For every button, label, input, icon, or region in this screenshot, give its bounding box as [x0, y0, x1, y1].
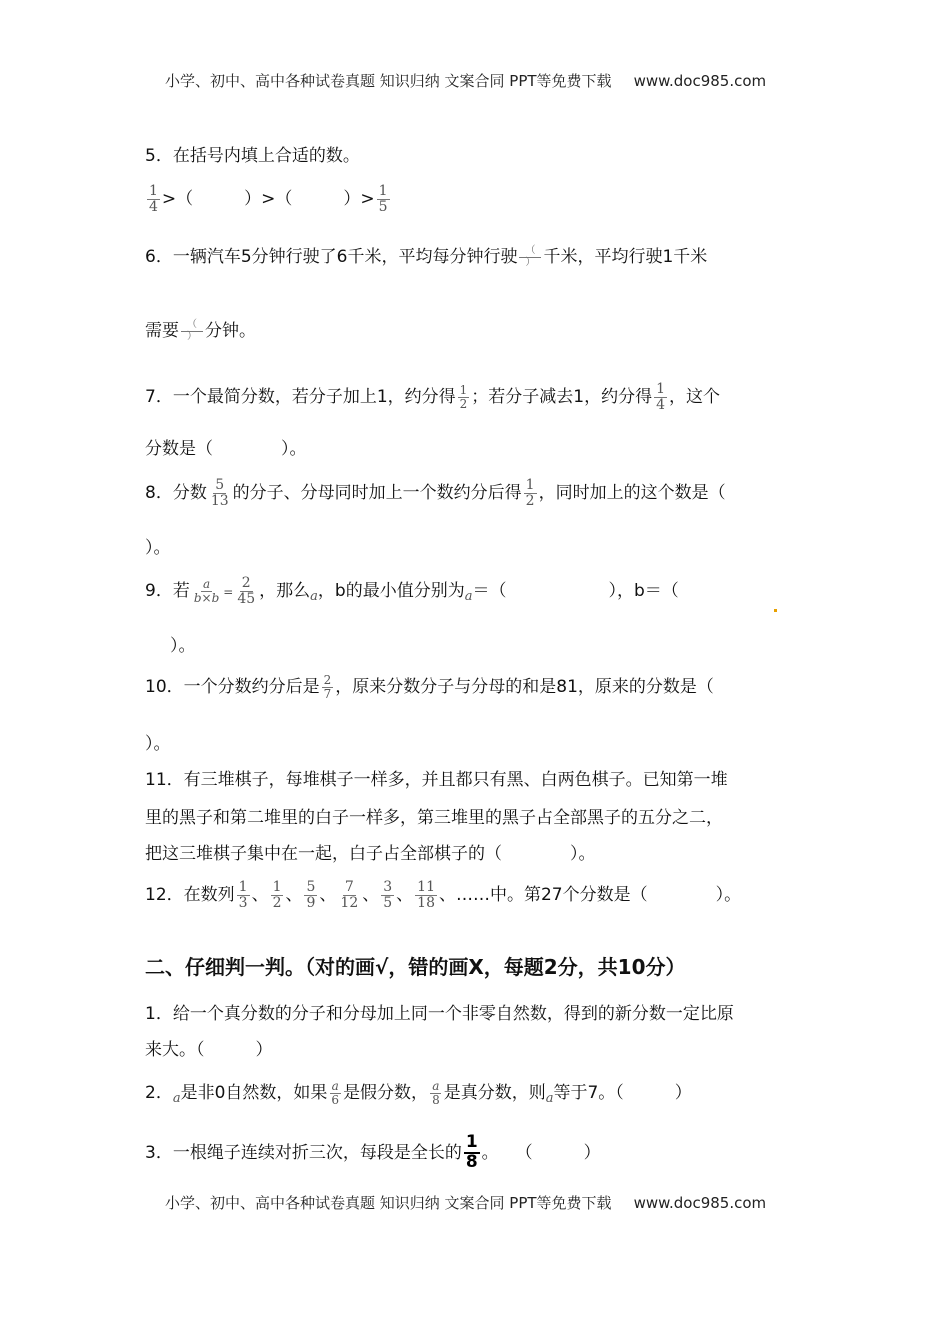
variable: a — [545, 1091, 554, 1107]
variable: a — [464, 589, 473, 605]
separator: 、 — [362, 885, 380, 906]
comparison-blanks: >（ ）>（ ）> — [161, 189, 375, 210]
question-11-line2: 里的黑子和第二堆里的白子一样多，第三堆里的黑子占全部黑子的五分之二， — [145, 808, 723, 828]
question-5-title: 5．在括号内填上合适的数。 — [145, 146, 360, 166]
fraction: $\frac{1}{4}$ — [149, 183, 158, 215]
fraction: $\frac{1}{2}$ — [459, 383, 468, 411]
question-10-line2: ）。 — [145, 734, 171, 754]
fraction: $\frac{5}{13}$ — [210, 477, 229, 509]
header-text: 小学、初中、高中各种试卷真题 知识归纳 文案合同 PPT等免费下载 — [165, 72, 612, 90]
question-8-line1: 8．分数 $\frac{5}{13}$ 的分子、分母同时加上一个数约分后得 $\frac{1}{2}$ ，同时加上的这个数是（ — [145, 477, 726, 509]
question-8-line2: ）。 — [145, 538, 171, 558]
fraction: $\frac{a}{8}$ — [432, 1079, 440, 1107]
question-11-line1: 11．有三堆棋子，每堆棋子一样多，并且都只有黑、白两色棋子。已知第一堆 — [145, 770, 728, 790]
fraction: $\frac{7}{12}$ — [340, 879, 359, 911]
blank-fraction: $\frac{(}{)}$ — [181, 320, 203, 342]
page-footer — [165, 1192, 766, 1213]
fraction: $\frac{1}{2}$ — [272, 879, 282, 911]
variable: a — [172, 1091, 181, 1107]
footer-site: www.doc985.com — [633, 1194, 767, 1212]
fraction: $\frac{11}{18}$ — [417, 879, 435, 911]
question-6-line1: 6．一辆汽车5分钟行驶了6千米，平均每分钟行驶 $\frac{(}{)}$ 千米，平均行驶1千米 — [145, 245, 708, 268]
page-header — [165, 70, 766, 91]
separator: 、 — [319, 885, 337, 906]
header-site: www.doc985.com — [633, 72, 767, 90]
judge-1-line1: 1．给一个真分数的分子和分母加上同一个非零自然数，得到的新分数一定比原 — [145, 1004, 734, 1024]
blank-fraction: $\frac{(}{)}$ — [519, 246, 541, 268]
fraction: $\frac{1}{8}$ — [465, 1132, 478, 1172]
separator: 、 — [285, 885, 303, 906]
question-11-line3: 把这三堆棋子集中在一起，白子占全部棋子的（ ）。 — [145, 844, 596, 864]
fraction: $\frac{1}{2}$ — [525, 477, 535, 509]
separator: 、 — [251, 885, 269, 906]
fraction: $\frac{2}{45}$ — [237, 575, 256, 607]
fraction: $\frac{1}{4}$ — [656, 381, 666, 413]
fraction-sequence — [235, 879, 439, 911]
fraction: $\frac{3}{5}$ — [383, 879, 393, 911]
stray-mark — [774, 609, 777, 612]
fraction: $\frac{1}{5}$ — [378, 183, 388, 215]
fraction: $\frac{2}{7}$ — [323, 673, 332, 701]
question-10-line1: 10．一个分数约分后是 $\frac{2}{7}$ ，原来分数分子与分母的和是81，原来的分数是（ — [145, 673, 714, 701]
variable: a — [310, 589, 318, 605]
fraction: $\frac{a}{b\times b}$ — [193, 577, 220, 605]
question-6-line2: 需要 $\frac{(}{)}$ 分钟。 — [145, 319, 256, 342]
fraction: $\frac{1}{3}$ — [238, 879, 248, 911]
question-12: 12．在数列 $\frac{1}{3}$ 、 $\frac{1}{2}$ 、 $\frac{5}{9}$ 、 $\frac{7}{12}$ 、 $\frac{3}{5}$ 、 $\frac{11}{18}$ 、……中。第27个分数是（ ）。 — [145, 879, 742, 911]
question-7-line2: 分数是（ ）。 — [145, 439, 307, 459]
question-7-line1: 7．一个最简分数，若分子加上1，约分得 $\frac{1}{2}$ ；若分子减去1，约分得 $\frac{1}{4}$ ，这个 — [145, 381, 721, 413]
question-9-line2: ）。 — [170, 636, 196, 656]
separator: 、 — [396, 885, 414, 906]
judge-3: 3．一根绳子连续对折三次，每段是全长的 $\frac{1}{8}$ 。 （ ） — [145, 1132, 601, 1172]
section-2-heading: 二、仔细判一判。（对的画√，错的画X，每题2分，共10分） — [145, 955, 686, 979]
footer-text: 小学、初中、高中各种试卷真题 知识归纳 文案合同 PPT等免费下载 — [165, 1194, 612, 1212]
question-9-line1: 9．若 $\frac{a}{b\times b}$ = $\frac{2}{45}$ ，那么$_a$，b的最小值分别为$_a$＝（ ），b＝（ — [145, 575, 679, 607]
fraction: $\frac{5}{9}$ — [306, 879, 316, 911]
fraction: $\frac{a}{6}$ — [331, 1079, 340, 1107]
judge-1-line2: 来大。（ ） — [145, 1040, 273, 1060]
question-5-expression — [145, 184, 392, 214]
judge-2: 2．$_a$是非0自然数，如果 $\frac{a}{6}$ 是假分数， $\frac{a}{8}$ 是真分数，则$_a$等于7。（ ） — [145, 1079, 692, 1107]
